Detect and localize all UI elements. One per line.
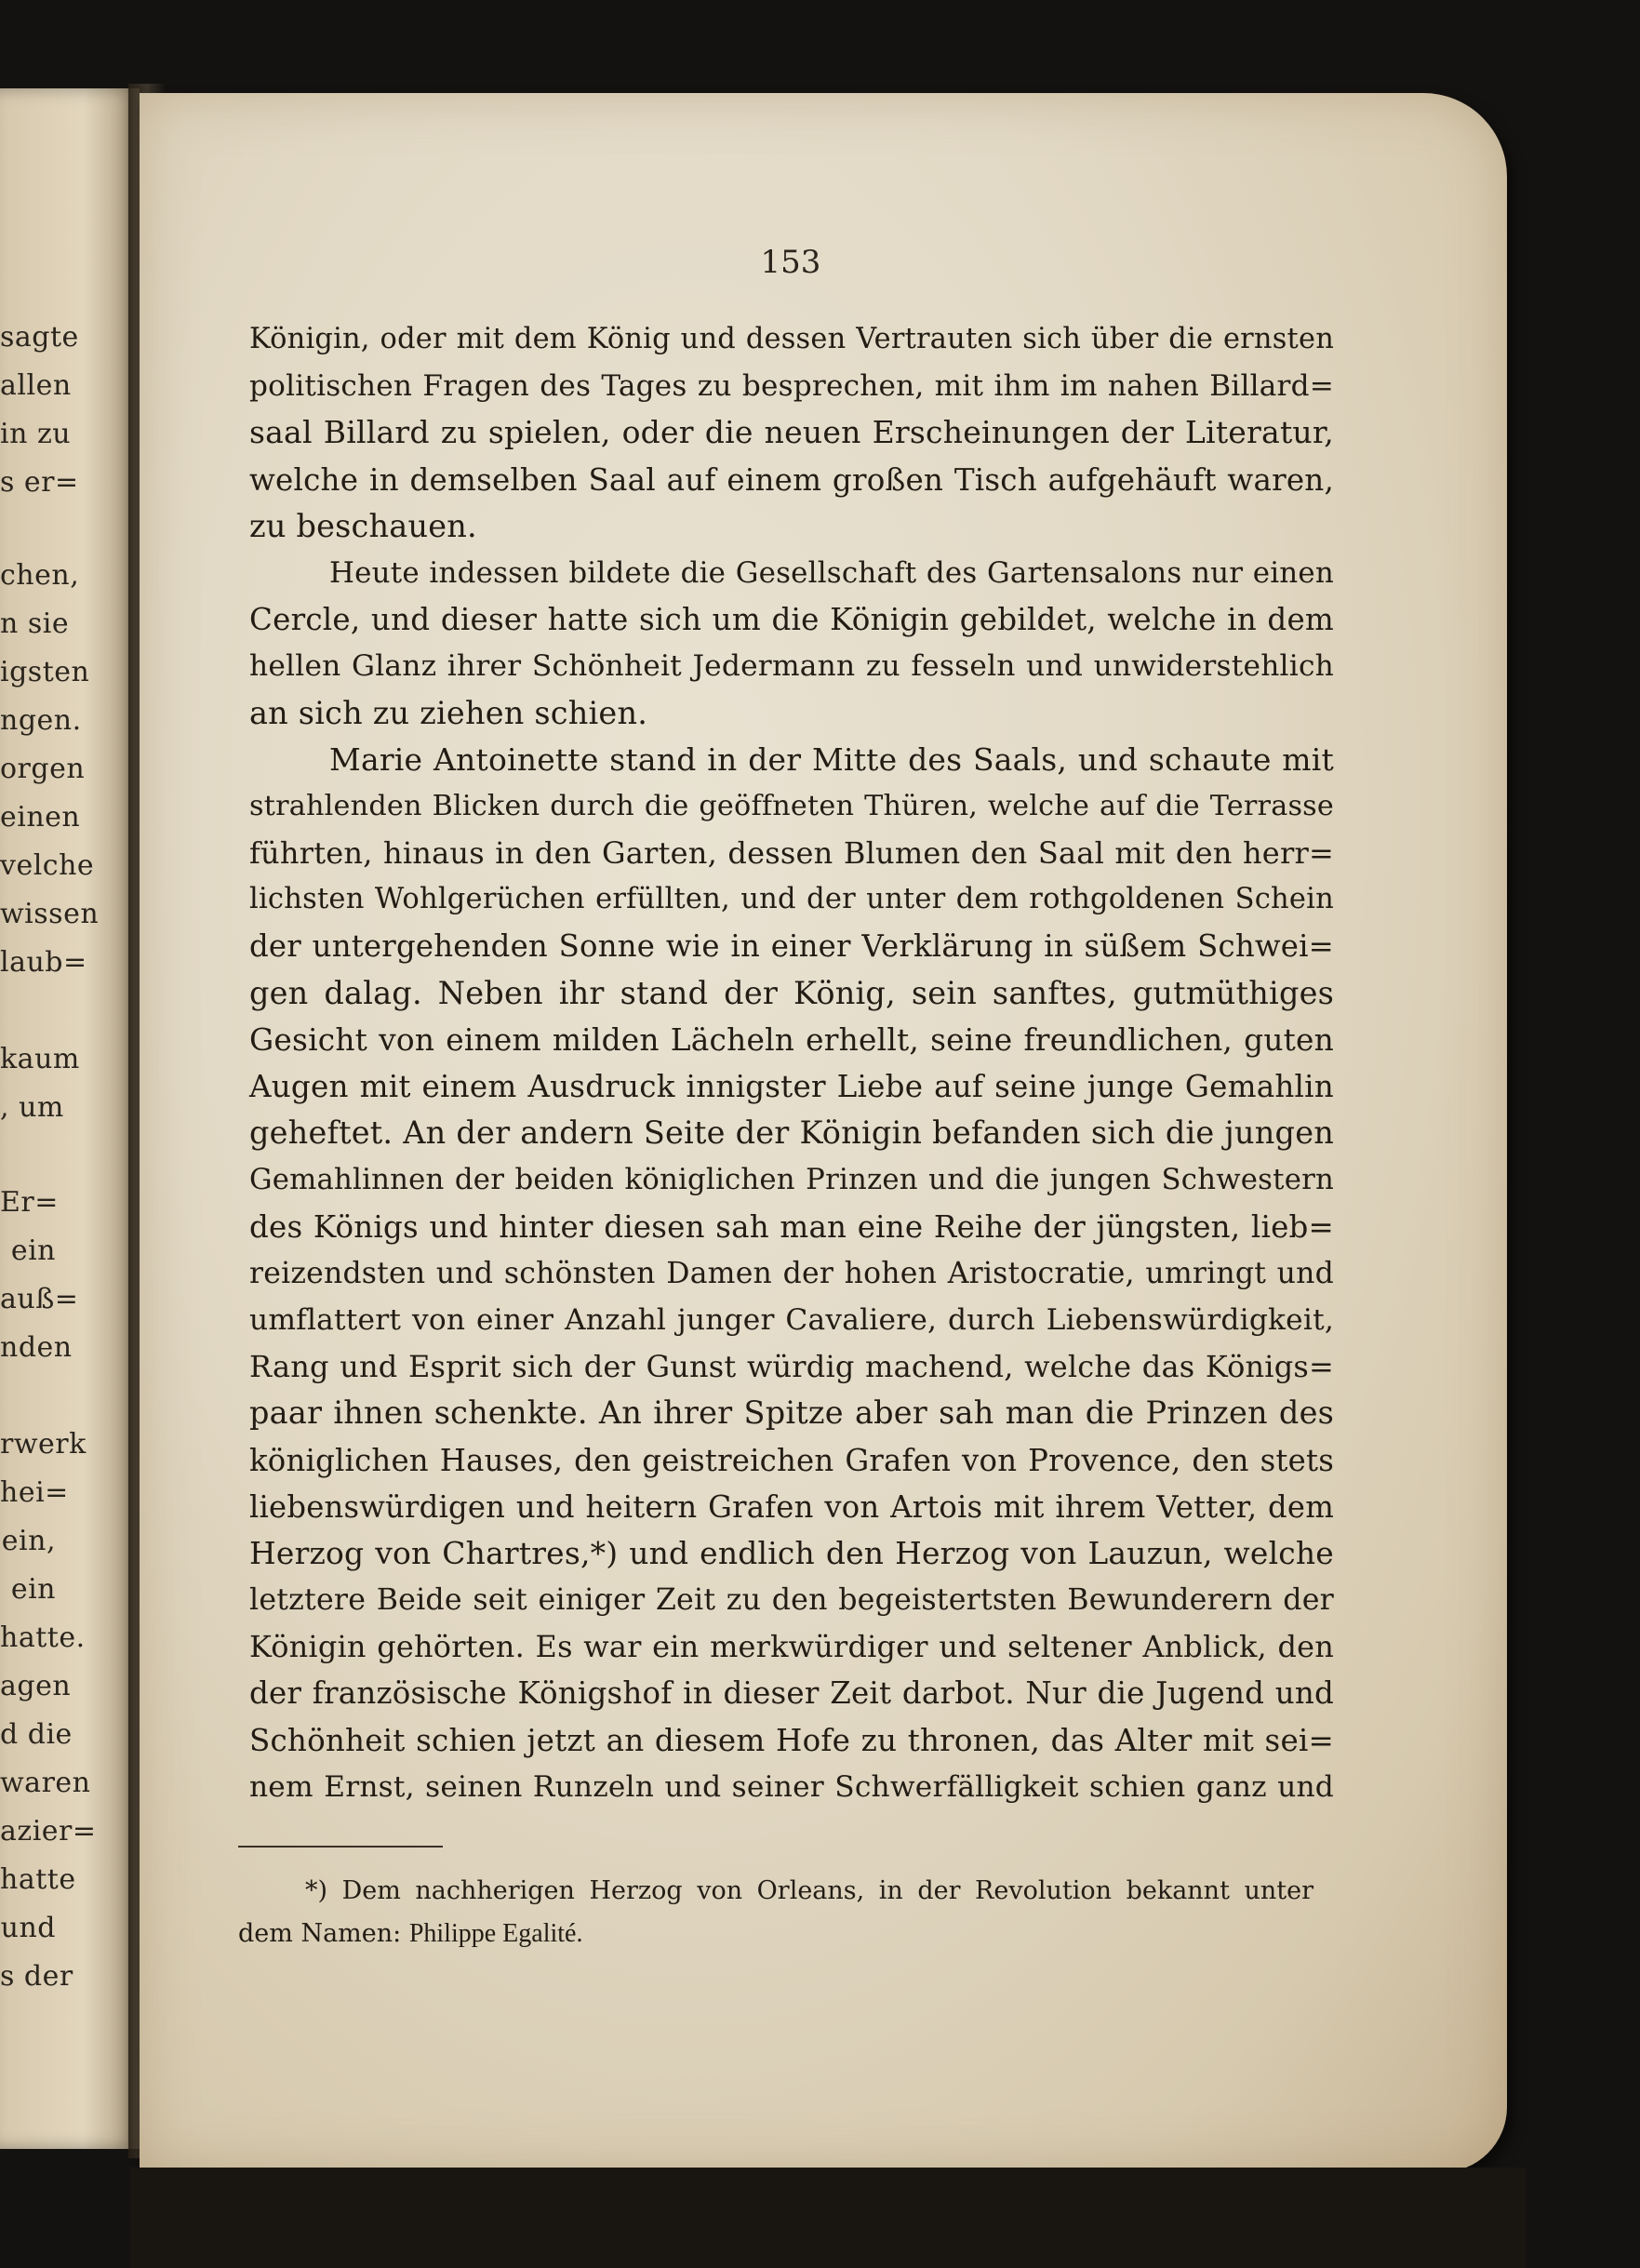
left-page-fragment: orgen	[0, 753, 86, 785]
left-page-fragment: einen	[0, 801, 81, 834]
text-line: Rang und Esprit sich der Gunst würdig machend, welche das Königs=	[249, 1349, 1334, 1385]
text-line: Schönheit schien jetzt an diesem Hofe zu thronen, das Alter mit sei=	[249, 1722, 1334, 1758]
left-page-fragment: azier=	[0, 1815, 97, 1848]
text-line: der französische Königshof in dieser Zeit darbot. Nur die Jugend und	[249, 1675, 1334, 1712]
left-page-fragment: chen,	[0, 559, 80, 592]
text-line: Herzog von Chartres,*) und endlich den Herzog von Lauzun, welche	[249, 1534, 1334, 1571]
text-line: Gesicht von einem milden Lächeln erhellt, seine freundlichen, guten	[249, 1021, 1334, 1058]
previous-page-edge	[0, 88, 140, 2149]
footnote-line	[238, 1913, 1313, 1955]
text-line: gen dalag. Neben ihr stand der König, sein sanftes, gutmüthiges	[249, 974, 1334, 1011]
text-line: geheftet. An der andern Seite der Königin befanden sich die jungen	[249, 1114, 1334, 1152]
left-page-fragment: auß=	[0, 1283, 79, 1315]
left-page-fragment: d die	[0, 1718, 73, 1751]
left-page-fragment: in zu	[0, 418, 72, 450]
footnote	[238, 1870, 1313, 1955]
left-page-fragment: ein,	[1, 1525, 56, 1557]
text-line: strahlenden Blicken durch die geöffneten Thüren, welche auf die Terrasse	[249, 789, 1334, 822]
text-line: liebenswürdigen und heitern Grafen von Artois mit ihrem Vetter, dem	[249, 1488, 1334, 1525]
text-line: umflattert von einer Anzahl junger Cavaliere, durch Liebenswürdigkeit,	[249, 1302, 1334, 1337]
text-line: reizendsten und schönsten Damen der hohen Aristocratie, umringt und	[249, 1256, 1334, 1290]
left-page-fragment: und	[0, 1912, 56, 1944]
left-page-fragment: Er=	[0, 1186, 59, 1219]
footnote-latin-name: Philippe Egalité.	[408, 1919, 583, 1948]
footnote-divider	[238, 1846, 443, 1848]
left-page-fragment: ein	[10, 1573, 56, 1606]
left-page-fragment: sagte	[0, 321, 79, 354]
scan-background-bottom	[130, 2168, 1526, 2268]
left-page-fragment: waren	[0, 1767, 91, 1799]
left-page-fragment: velche	[0, 849, 95, 882]
left-page-fragment: allen	[0, 369, 72, 402]
text-line: Augen mit einem Ausdruck innigster Liebe auf seine junge Gemahlin	[249, 1069, 1334, 1104]
text-line: letztere Beide seit einiger Zeit zu den begeistertsten Bewunderern der	[249, 1583, 1334, 1618]
text-line: an sich zu ziehen schien.	[249, 694, 648, 731]
page-number: 153	[760, 244, 821, 281]
left-page-fragment: kaum	[0, 1043, 80, 1075]
left-page-fragment: hatte.	[0, 1621, 86, 1654]
text-line: führten, hinaus in den Garten, dessen Blumen den Saal mit den herr=	[249, 835, 1334, 872]
text-line: welche in demselben Saal auf einem großen Tisch aufgehäuft waren,	[249, 461, 1334, 498]
text-line: politischen Fragen des Tages zu besprechen, mit ihm im nahen Billard=	[249, 369, 1334, 404]
text-line: zu beschauen.	[249, 507, 477, 544]
text-line: Heute indessen bildete die Gesellschaft des Gartensalons nur einen	[329, 555, 1334, 590]
footnote-line: *) Dem nachherigen Herzog von Orleans, in der Revolution bekannt unter	[305, 1876, 1313, 1905]
text-line: Königin gehörten. Es war ein merkwürdiger und seltener Anblick, den	[249, 1629, 1334, 1665]
left-page-fragment: hei=	[0, 1476, 69, 1509]
left-page-fragment: wissen	[0, 898, 100, 930]
text-line: paar ihnen schenkte. An ihrer Spitze aber sah man die Prinzen des	[249, 1394, 1334, 1432]
left-page-fragment: ngen.	[0, 704, 82, 737]
text-line: lichsten Wohlgerüchen erfüllten, und der unter dem rothgoldenen Schein	[249, 883, 1334, 916]
text-line: Gemahlinnen der beiden königlichen Prinzen und die jungen Schwestern	[249, 1163, 1334, 1197]
text-line: Cercle, und dieser hatte sich um die Königin gebildet, welche in dem	[249, 602, 1334, 638]
text-line: Marie Antoinette stand in der Mitte des Saals, und schaute mit	[329, 740, 1334, 778]
body-text	[249, 316, 1334, 1810]
text-line: des Königs und hinter diesen sah man eine Reihe der jüngsten, lieb=	[249, 1208, 1334, 1245]
left-page-fragment: s der	[0, 1960, 73, 1993]
text-line: königlichen Hauses, den geistreichen Grafen von Provence, den stets	[249, 1442, 1334, 1478]
text-line: Königin, oder mit dem König und dessen Vertrauten sich über die ernsten	[249, 323, 1334, 355]
left-page-fragment: , um	[0, 1091, 64, 1124]
left-page-fragment: igsten	[0, 656, 90, 688]
text-line: hellen Glanz ihrer Schönheit Jedermann zu fesseln und unwiderstehlich	[249, 649, 1334, 684]
left-page-fragment: nden	[0, 1331, 73, 1364]
text-line: nem Ernst, seinen Runzeln und seiner Schwerfälligkeit schien ganz und	[249, 1769, 1334, 1804]
text-line: saal Billard zu spielen, oder die neuen Erscheinungen der Literatur,	[249, 414, 1334, 451]
left-page-fragment: n sie	[0, 607, 70, 640]
text-line: der untergehenden Sonne wie in einer Verklärung in süßem Schwei=	[249, 928, 1334, 965]
left-page-fragment: rwerk	[0, 1428, 87, 1461]
left-page-fragment: laub=	[0, 946, 87, 979]
left-page-fragment: ein	[10, 1234, 56, 1267]
left-page-fragment: hatte	[0, 1863, 76, 1896]
left-page-fragment: agen	[0, 1670, 72, 1702]
left-page-fragment: s er=	[0, 466, 79, 499]
footnote-prefix: dem Namen:	[238, 1919, 409, 1948]
